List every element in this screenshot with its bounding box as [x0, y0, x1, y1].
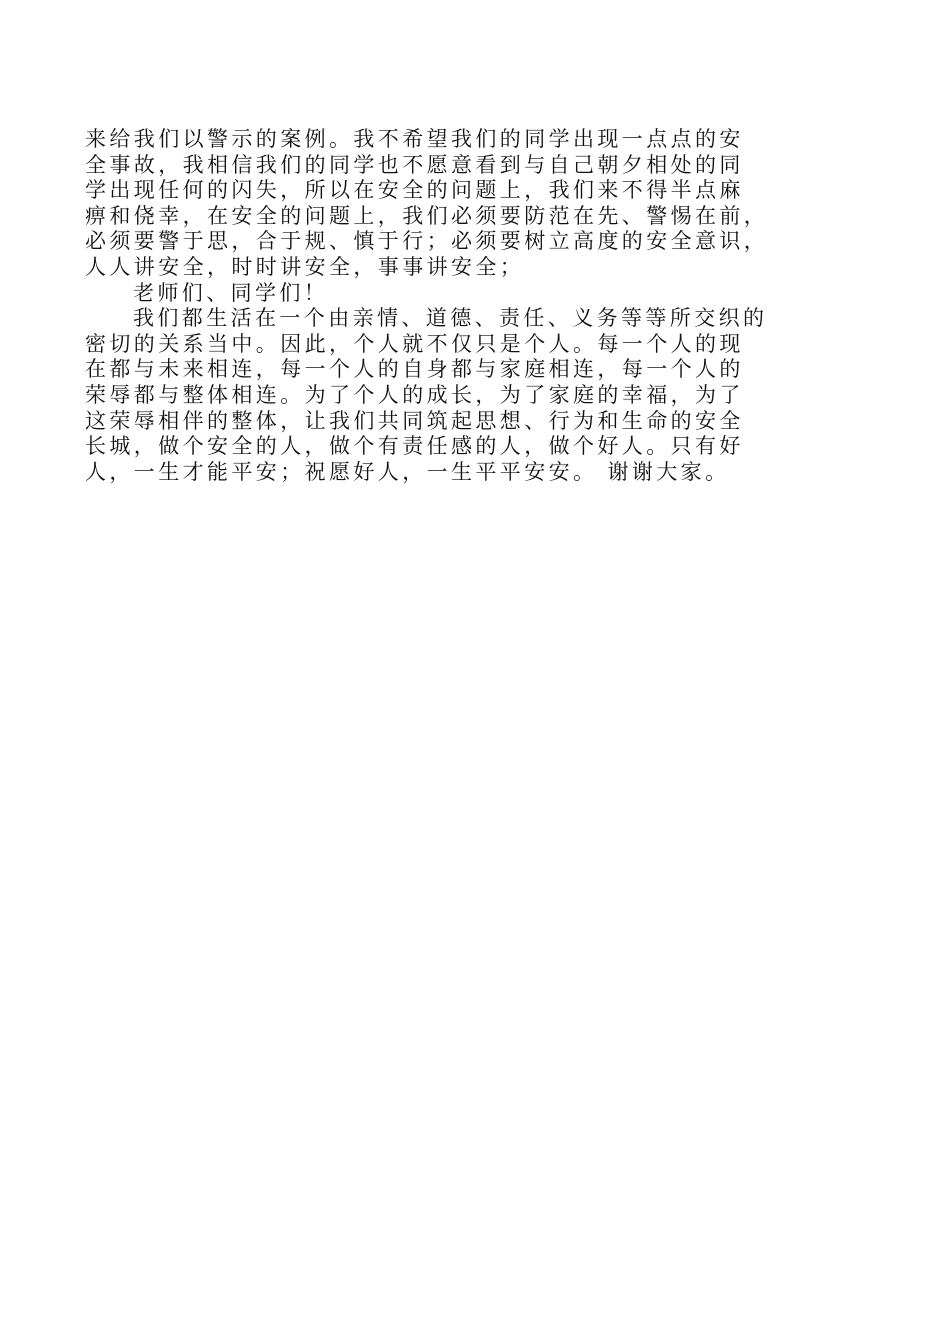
- text-line-3: 学出现任何的闪失，所以在安全的问题上，我们来不得半点麻: [85, 178, 744, 203]
- text-line-8: 我们都生活在一个由亲情、道德、责任、义务等等所交织的: [133, 306, 768, 331]
- text-line-13: 长城，做个安全的人，做个有责任感的人，做个好人。只有好: [85, 434, 744, 459]
- text-line-10: 在都与未来相连，每一个人的自身都与家庭相连，每一个人的: [85, 357, 744, 382]
- text-line-5: 必须要警于思，合于规、慎于行；必须要树立高度的安全意识，: [85, 229, 769, 254]
- text-line-12: 这荣辱相伴的整体，让我们共同筑起思想、行为和生命的安全: [85, 408, 744, 433]
- text-line-1: 来给我们以警示的案例。我不希望我们的同学出现一点点的安: [85, 127, 744, 151]
- text-line-7: 老师们、同学们！: [133, 280, 329, 305]
- text-line-6: 人人讲安全，时时讲安全，事事讲安全；: [85, 254, 525, 279]
- document-body: [85, 127, 870, 485]
- text-line-2: 全事故，我相信我们的同学也不愿意看到与自己朝夕相处的同: [85, 152, 744, 177]
- text-line-4: 痹和侥幸，在安全的问题上，我们必须要防范在先、警惕在前，: [85, 203, 769, 228]
- text-line-14: 人，一生才能平安；祝愿好人，一生平平安安。 谢谢大家。: [85, 459, 730, 484]
- text-line-9: 密切的关系当中。因此，个人就不仅只是个人。每一个人的现: [85, 331, 744, 356]
- text-line-11: 荣辱都与整体相连。为了个人的成长，为了家庭的幸福，为了: [85, 382, 744, 407]
